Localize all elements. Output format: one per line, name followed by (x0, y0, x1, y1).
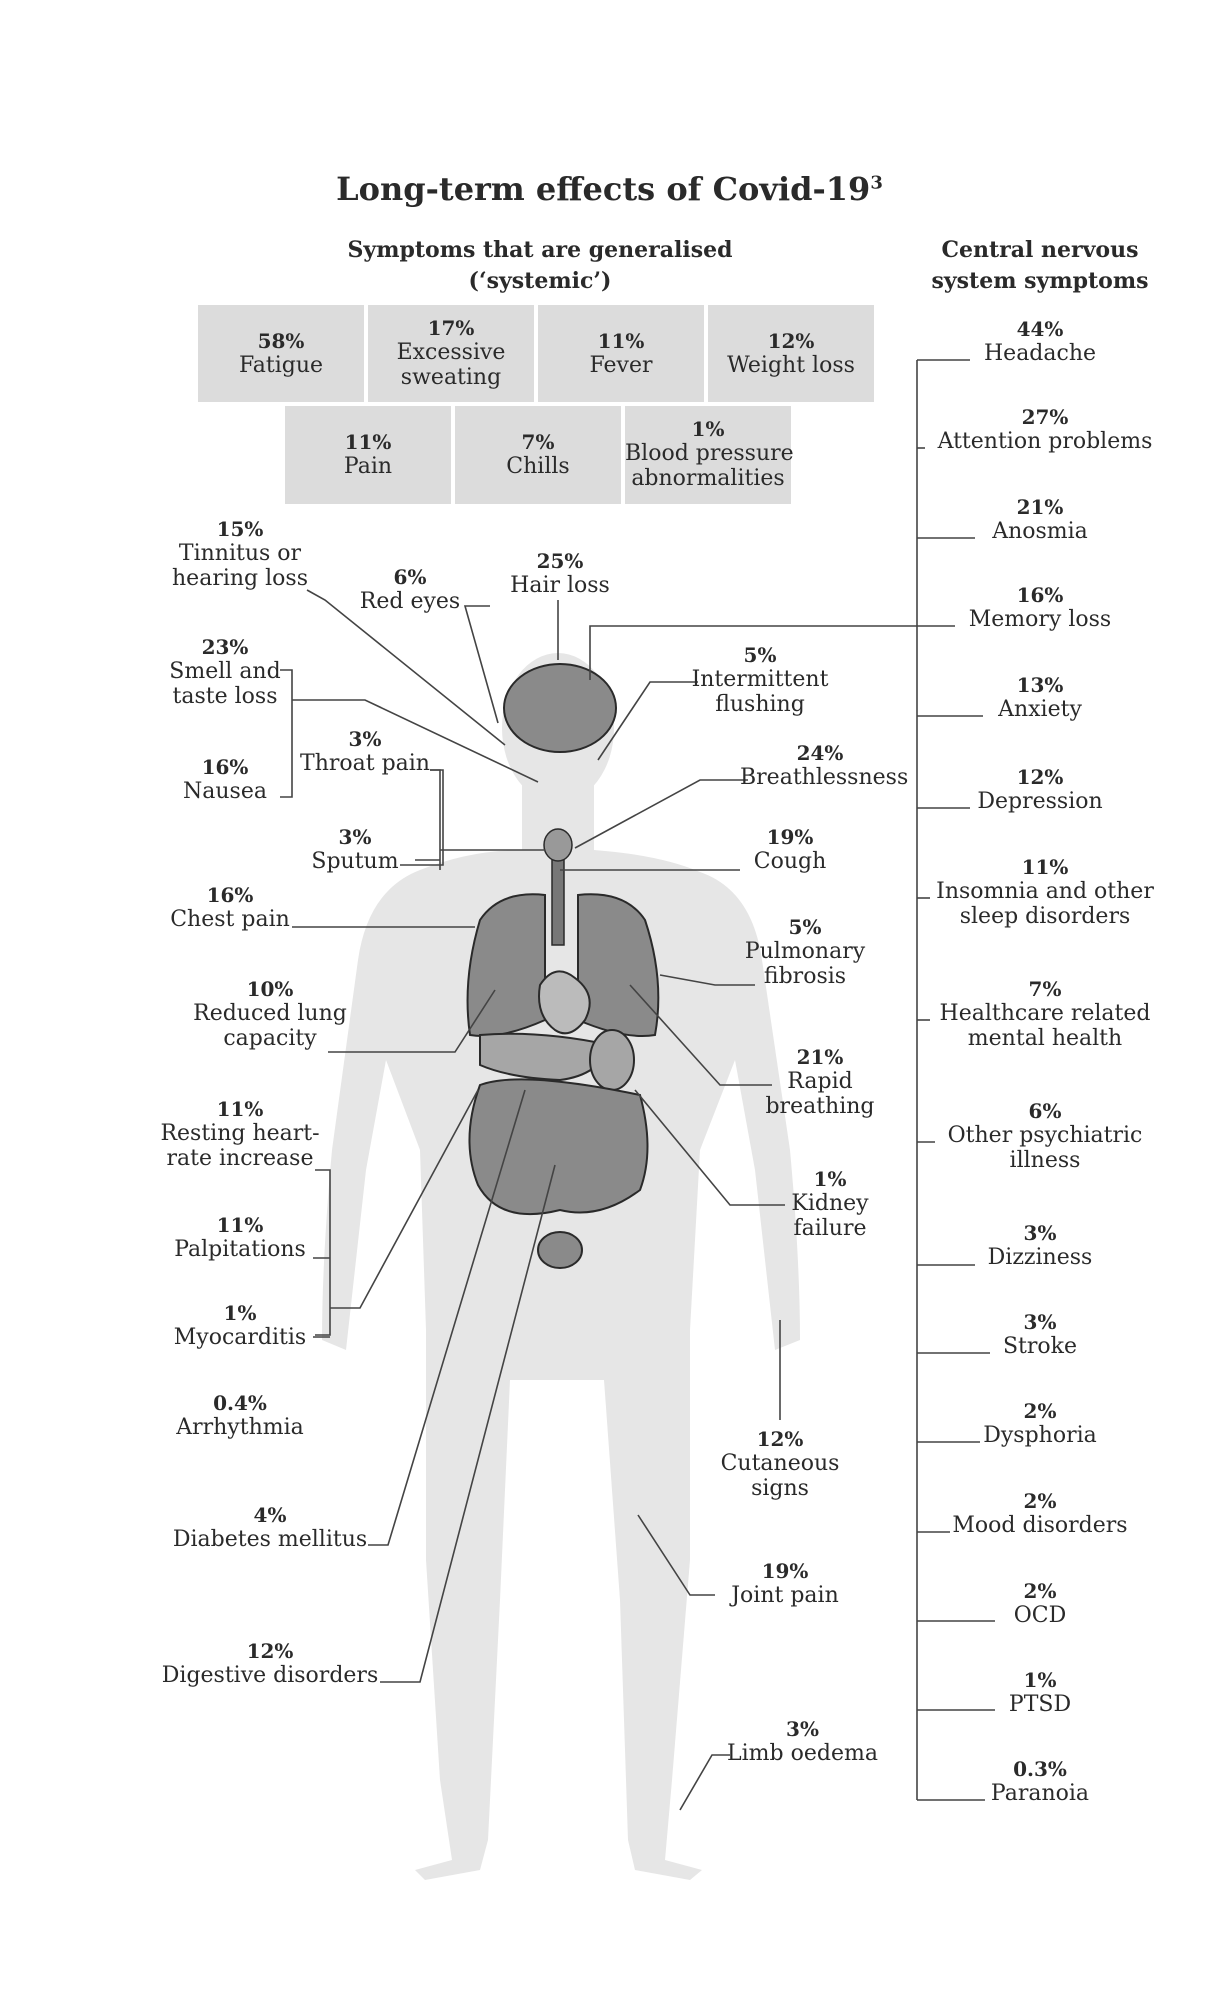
cns-label: Dysphoria (983, 1423, 1097, 1448)
cns-header-line2: system symptoms (931, 267, 1149, 294)
label-red-eyes (355, 566, 465, 614)
label-text: Tinnitus or (178, 541, 302, 566)
cns-pct: 21% (1016, 495, 1064, 519)
label-hair-loss (500, 550, 620, 598)
cns-item-anosmia (935, 496, 1145, 544)
cns-pct: 16% (1016, 583, 1064, 607)
box-label: Excessive (396, 339, 506, 365)
cns-pct: 27% (1021, 405, 1069, 429)
label-text: taste loss (172, 684, 278, 710)
label-pct: 0.4% (213, 1391, 267, 1415)
systemic-box-pain (285, 406, 451, 504)
cns-header (925, 235, 1155, 297)
label-sputum (305, 826, 405, 874)
cns-pct: 12% (1016, 765, 1064, 789)
box-pct: 11% (597, 328, 645, 353)
label-myocarditis (160, 1302, 320, 1350)
label-text: capacity (223, 1026, 317, 1052)
cns-item-dysphoria (935, 1400, 1145, 1448)
label-text: hearing loss (172, 566, 308, 592)
label-smell-taste (150, 636, 300, 710)
label-text: Resting heart- (160, 1121, 320, 1146)
label-pct: 4% (253, 1503, 287, 1527)
cns-label: Anosmia (992, 519, 1088, 544)
cns-pct: 13% (1016, 673, 1064, 697)
label-text: Digestive disorders (161, 1663, 379, 1688)
label-pct: 11% (216, 1097, 264, 1121)
label-chest-pain (160, 884, 300, 932)
cns-item-depression (935, 766, 1145, 814)
label-text: Red eyes (359, 589, 461, 614)
cns-item-dizziness (935, 1222, 1145, 1270)
cns-item-headache (935, 318, 1145, 366)
label-pulmonary-fibrosis (740, 916, 870, 990)
cns-item-mood (935, 1490, 1145, 1538)
label-pct: 6% (393, 565, 427, 589)
label-text: Cutaneous (720, 1451, 840, 1476)
label-pct: 15% (216, 517, 264, 541)
label-pct: 16% (201, 755, 249, 779)
label-breathlessness (740, 741, 909, 790)
label-cutaneous-signs (710, 1428, 850, 1502)
label-pct: 1% (813, 1167, 847, 1191)
label-text: Limb oedema (727, 1741, 878, 1766)
label-text: Nausea (183, 779, 267, 804)
cns-label: Anxiety (998, 697, 1082, 722)
systemic-box-chills (455, 406, 621, 504)
label-resting-heart-rate (155, 1098, 325, 1172)
label-text: Reduced lung (193, 1001, 347, 1026)
systemic-box-weight-loss (708, 305, 874, 402)
label-flushing (690, 644, 830, 718)
cns-pct: 3% (1023, 1221, 1057, 1245)
label-pct: 3% (338, 825, 372, 849)
label-digestive (160, 1640, 380, 1688)
systemic-box-fever (538, 305, 704, 402)
cns-item-psychiatric (925, 1100, 1165, 1174)
box-label: Chills (506, 453, 570, 479)
cns-label: OCD (1013, 1603, 1067, 1628)
label-pct: 19% (761, 1559, 809, 1583)
systemic-box-fatigue (198, 305, 364, 402)
cns-label: mental health (967, 1026, 1123, 1052)
cns-pct: 0.3% (1013, 1757, 1067, 1781)
cns-pct: 11% (1021, 855, 1069, 879)
box-pct: 12% (767, 328, 815, 353)
label-joint-pain (715, 1560, 855, 1608)
label-text: Smell and (169, 659, 281, 684)
label-text: Myocarditis (173, 1325, 307, 1350)
label-text: failure (793, 1216, 867, 1242)
box-label: Fatigue (238, 352, 324, 378)
box-label: Pain (343, 453, 393, 479)
systemic-header (330, 235, 750, 297)
label-diabetes (170, 1504, 370, 1552)
label-text: Rapid (787, 1069, 853, 1094)
label-arrhythmia (160, 1392, 320, 1440)
label-pct: 16% (206, 883, 254, 907)
label-text: rate increase (166, 1146, 314, 1172)
cns-item-attention (925, 406, 1165, 454)
box-label: sweating (400, 365, 502, 390)
label-pct: 3% (348, 727, 382, 751)
cns-pct: 2% (1023, 1579, 1057, 1603)
label-text: Hair loss (510, 573, 610, 598)
title-text: Long-term effects of Covid-19 (336, 170, 871, 208)
label-text: fibrosis (763, 964, 847, 990)
box-pct: 17% (427, 315, 475, 340)
cns-label: Depression (977, 789, 1103, 814)
label-limb-oedema (725, 1718, 880, 1766)
label-pct: 21% (796, 1045, 844, 1069)
cns-label: Mood disorders (952, 1513, 1128, 1538)
label-text: Cough (753, 849, 827, 874)
cns-pct: 44% (1016, 317, 1064, 341)
cns-pct: 7% (1028, 977, 1062, 1001)
label-pct: 23% (201, 635, 249, 659)
cns-pct: 3% (1023, 1310, 1057, 1334)
label-nausea (160, 756, 290, 804)
label-text: signs (751, 1476, 809, 1502)
label-pct: 1% (223, 1301, 257, 1325)
label-text: flushing (715, 692, 805, 718)
box-pct: 7% (521, 429, 555, 454)
label-text: Intermittent (691, 667, 829, 692)
label-pct: 3% (786, 1717, 819, 1741)
label-kidney-failure (780, 1168, 880, 1242)
cns-pct: 2% (1023, 1489, 1057, 1513)
page-title (0, 170, 1219, 208)
label-tinnitus (160, 518, 320, 592)
label-text: Sputum (311, 849, 399, 874)
box-label: abnormalities (631, 466, 785, 492)
cns-item-stroke (935, 1311, 1145, 1359)
systemic-box-blood-pressure (625, 406, 794, 504)
label-text: Breathlessness (740, 765, 909, 790)
box-pct: 58% (257, 328, 305, 353)
label-throat-pain (300, 728, 430, 776)
label-palpitations (160, 1214, 320, 1262)
box-label: Fever (589, 352, 653, 378)
label-pct: 11% (216, 1213, 264, 1237)
cns-header-line1: Central nervous (941, 237, 1139, 263)
label-lung-capacity (190, 978, 350, 1052)
systemic-header-line1: Symptoms that are generalised (347, 237, 733, 263)
label-text: Chest pain (170, 907, 290, 932)
cns-label: illness (1009, 1148, 1081, 1174)
label-pct: 12% (246, 1639, 294, 1663)
box-label: Blood pressure (625, 441, 794, 467)
label-pct: 24% (796, 741, 844, 765)
cns-item-insomnia (925, 856, 1165, 930)
label-pct: 25% (536, 549, 584, 573)
cns-label: sleep disorders (959, 904, 1131, 930)
label-cough (740, 826, 840, 874)
box-pct: 1% (691, 417, 725, 442)
label-pct: 5% (788, 915, 822, 939)
cns-label: Headache (983, 341, 1097, 366)
label-text: Throat pain (300, 751, 430, 776)
label-pct: 12% (756, 1427, 804, 1451)
label-pct: 19% (766, 825, 814, 849)
label-text: Palpitations (174, 1237, 306, 1262)
cns-item-memory (935, 584, 1145, 632)
cns-label: Paranoia (990, 1781, 1090, 1806)
cns-item-ocd (935, 1580, 1145, 1628)
cns-pct: 2% (1023, 1399, 1057, 1423)
label-text: Kidney (791, 1191, 869, 1216)
cns-item-paranoia (935, 1758, 1145, 1806)
systemic-box-sweating (368, 305, 534, 402)
title-superscript: 3 (870, 172, 883, 194)
cns-pct: 6% (1028, 1099, 1062, 1123)
label-pct: 5% (743, 643, 777, 667)
cns-label: Other psychiatric (947, 1123, 1143, 1148)
cns-item-ptsd (935, 1669, 1145, 1717)
cns-label: Memory loss (968, 607, 1112, 632)
systemic-header-line2: (‘systemic’) (468, 267, 612, 294)
label-text: Diabetes mellitus (172, 1527, 368, 1552)
label-text: breathing (765, 1094, 875, 1120)
label-rapid-breathing (755, 1046, 885, 1120)
label-text: Pulmonary (744, 939, 866, 964)
cns-label: Insomnia and other (936, 879, 1154, 904)
box-pct: 11% (344, 429, 392, 454)
cns-item-anxiety (935, 674, 1145, 722)
cns-pct: 1% (1023, 1668, 1057, 1692)
cns-label: Stroke (1002, 1334, 1078, 1359)
label-text: Arrhythmia (176, 1415, 304, 1440)
cns-item-healthcare (925, 978, 1165, 1052)
cns-label: PTSD (1008, 1692, 1072, 1717)
box-label: Weight loss (727, 352, 855, 378)
cns-label: Attention problems (937, 429, 1153, 454)
cns-label: Dizziness (987, 1245, 1093, 1270)
cns-label: Healthcare related (939, 1001, 1151, 1026)
label-pct: 10% (246, 977, 294, 1001)
label-text: Joint pain (731, 1583, 839, 1608)
